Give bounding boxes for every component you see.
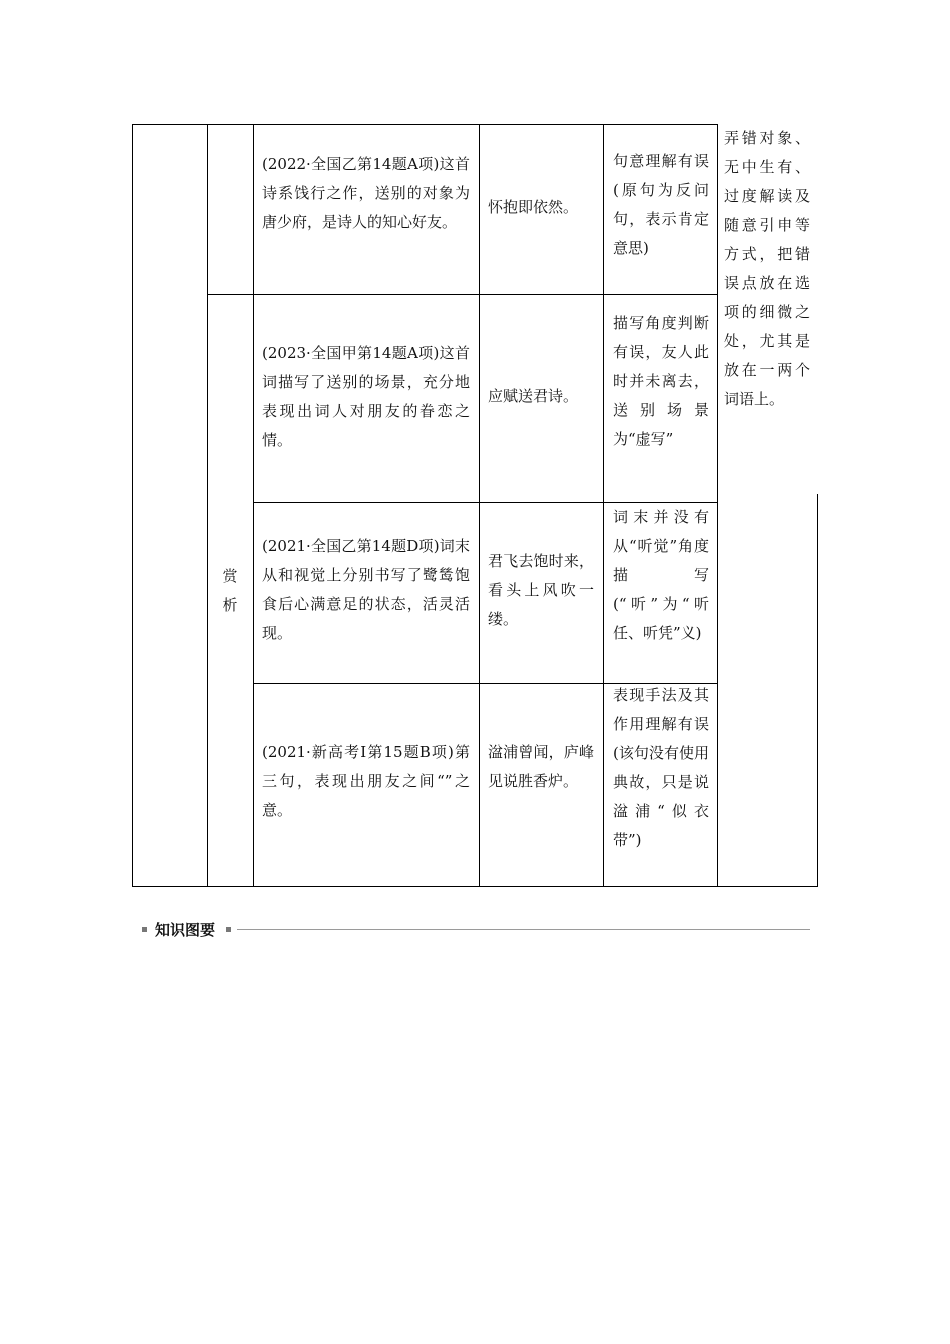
option-cell-2 [262,339,470,455]
error-text: 表现手法及其作用理解有误(该句没有使用典故，只是说湓浦“似衣带”) [613,686,709,849]
error-text: 句意理解有误(原句为反问句，表示肯定意思) [613,152,709,257]
error-text: 词末并没有从“听觉”角度描写(“听”为“听任、听凭”义) [613,508,709,642]
col-border-6 [817,494,818,887]
table-bottom-border [132,886,818,887]
option-text: (2023·全国甲第14题A项)这首词描写了送别的场景，充分地表现出词人对朋友的眷恋之情。 [262,344,470,449]
quote-cell-4 [488,738,594,796]
table-top-border [132,124,718,125]
summary-text: 弄错对象、无中生有、过度解读及随意引申等方式，把错误点放在选项的细微之处，尤其是放在一两个词语上。 [724,129,810,408]
section-banner [140,918,810,942]
quote-text: 湓浦曾闻，庐峰见说胜香炉。 [488,743,594,790]
error-cell-4 [613,681,709,855]
square-bullet-icon [142,927,147,932]
error-cell-2 [613,309,709,454]
option-cell-4 [262,738,470,825]
option-text: (2021·全国乙第14题D项)词末从和视觉上分别书写了鹭鸶饱食后心满意足的状态，活灵活现。 [262,537,470,642]
quote-text: 怀抱即依然。 [488,198,579,216]
summary-cell [724,124,810,494]
square-bullet-icon [226,927,231,932]
quote-cell-3 [488,547,594,634]
error-cell-1 [613,147,709,263]
section-divider [237,929,810,930]
option-cell-1 [262,150,470,237]
quote-cell-1 [488,193,594,222]
quote-cell-2 [488,382,594,411]
col-border-2 [253,124,254,887]
error-text: 描写角度判断有误，友人此时并未离去，送别场景为“虚写” [613,314,709,448]
category-label: 赏析 [222,567,238,614]
section-title: 知识图要 [155,921,216,939]
col-border-3 [479,124,480,887]
quote-text: 应赋送君诗。 [488,387,579,405]
option-text: (2022·全国乙第14题A项)这首诗系饯行之作，送别的对象为唐少府，是诗人的知心好友。 [262,155,470,231]
col-border-1 [207,124,208,887]
error-cell-3 [613,503,709,648]
quote-text: 君飞去饱时来，看头上风吹一缕。 [488,552,594,628]
row-divider-1 [207,294,718,295]
col-border-5 [717,124,718,887]
col-border-0 [132,124,133,887]
option-text: (2021·新高考Ⅰ第15题B项)第三句，表现出朋友之间“”之意。 [262,743,470,819]
col-border-4 [603,124,604,887]
option-cell-3 [262,532,470,648]
